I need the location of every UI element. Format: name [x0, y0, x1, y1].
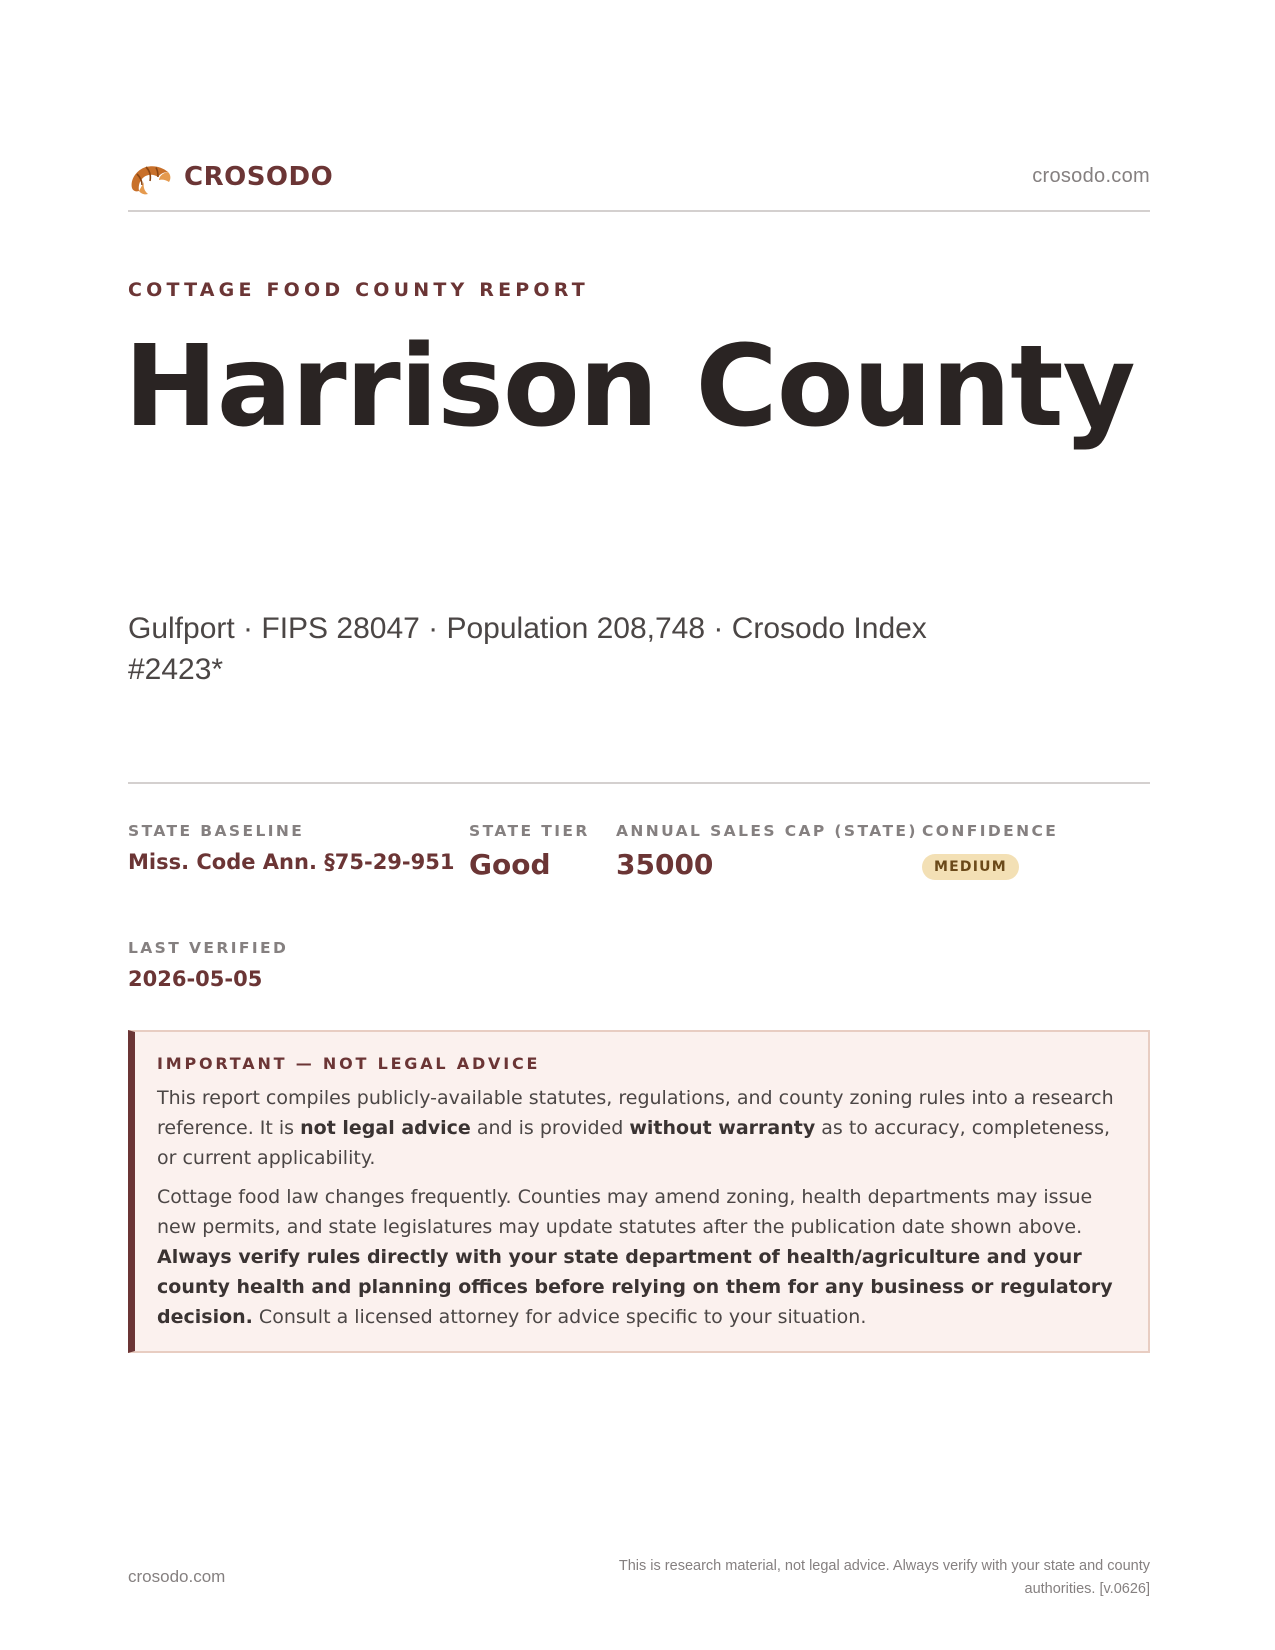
footer-site-url[interactable]: crosodo.com: [128, 1567, 226, 1586]
notice-bold: not legal advice: [300, 1117, 471, 1139]
notice-bold: Always verify rules directly with your state department of health/agriculture and your county health and planning offices before relying on them for any business or regulatory decision.: [157, 1246, 1113, 1328]
legal-notice: [128, 1030, 1150, 1353]
page-header: [128, 156, 1150, 212]
croissant-icon: [128, 158, 172, 198]
brand-name: CROSODO: [184, 162, 334, 192]
stat-sales-cap: [616, 822, 918, 881]
stat-state-tier: [469, 822, 590, 881]
notice-title: IMPORTANT — NOT LEGAL ADVICE: [157, 1054, 541, 1073]
report-eyebrow: COTTAGE FOOD COUNTY REPORT: [128, 279, 589, 301]
stat-value: Good: [469, 848, 551, 881]
stat-label: LAST VERIFIED: [128, 939, 289, 957]
confidence-badge: MEDIUM: [922, 854, 1019, 880]
stat-label: STATE BASELINE: [128, 822, 305, 840]
page-title: Harrison County: [124, 322, 1135, 452]
stat-value: 2026-05-05: [128, 967, 263, 991]
stat-label: CONFIDENCE: [922, 822, 1059, 840]
notice-text: This report compiles publicly-available statutes, regulations, and county zoning rules into a research reference. It is: [157, 1087, 1114, 1139]
stat-value: 35000: [616, 848, 714, 881]
notice-text: and is provided: [470, 1117, 630, 1139]
section-divider: [128, 782, 1150, 784]
stat-label: STATE TIER: [469, 822, 590, 840]
notice-text: as to accuracy, completeness, or current applicability.: [157, 1117, 1111, 1169]
notice-text: Cottage food law changes frequently. Counties may amend zoning, health departments may issue new permits, and state legislatures may update statutes after the publication date shown above.: [157, 1186, 1093, 1238]
stat-state-baseline: [128, 822, 454, 874]
notice-paragraph: [157, 1083, 1126, 1173]
stat-value: Miss. Code Ann. §75-29-951: [128, 850, 455, 874]
stat-confidence: [922, 822, 1058, 880]
county-subtitle: Gulfport · FIPS 28047 · Population 208,748 · Crosodo Index #2423*: [128, 612, 927, 686]
notice-text: Consult a licensed attorney for advice specific to your situation.: [252, 1306, 867, 1328]
stat-label: ANNUAL SALES CAP (STATE): [616, 822, 918, 840]
stat-last-verified: [128, 939, 288, 991]
notice-paragraph: [157, 1182, 1126, 1332]
site-url[interactable]: crosodo.com: [1032, 165, 1150, 187]
notice-bold: without warranty: [629, 1117, 816, 1139]
footer-disclaimer: This is research material, not legal advice. Always verify with your state and county authorities. [v.0626]: [618, 1558, 1150, 1597]
